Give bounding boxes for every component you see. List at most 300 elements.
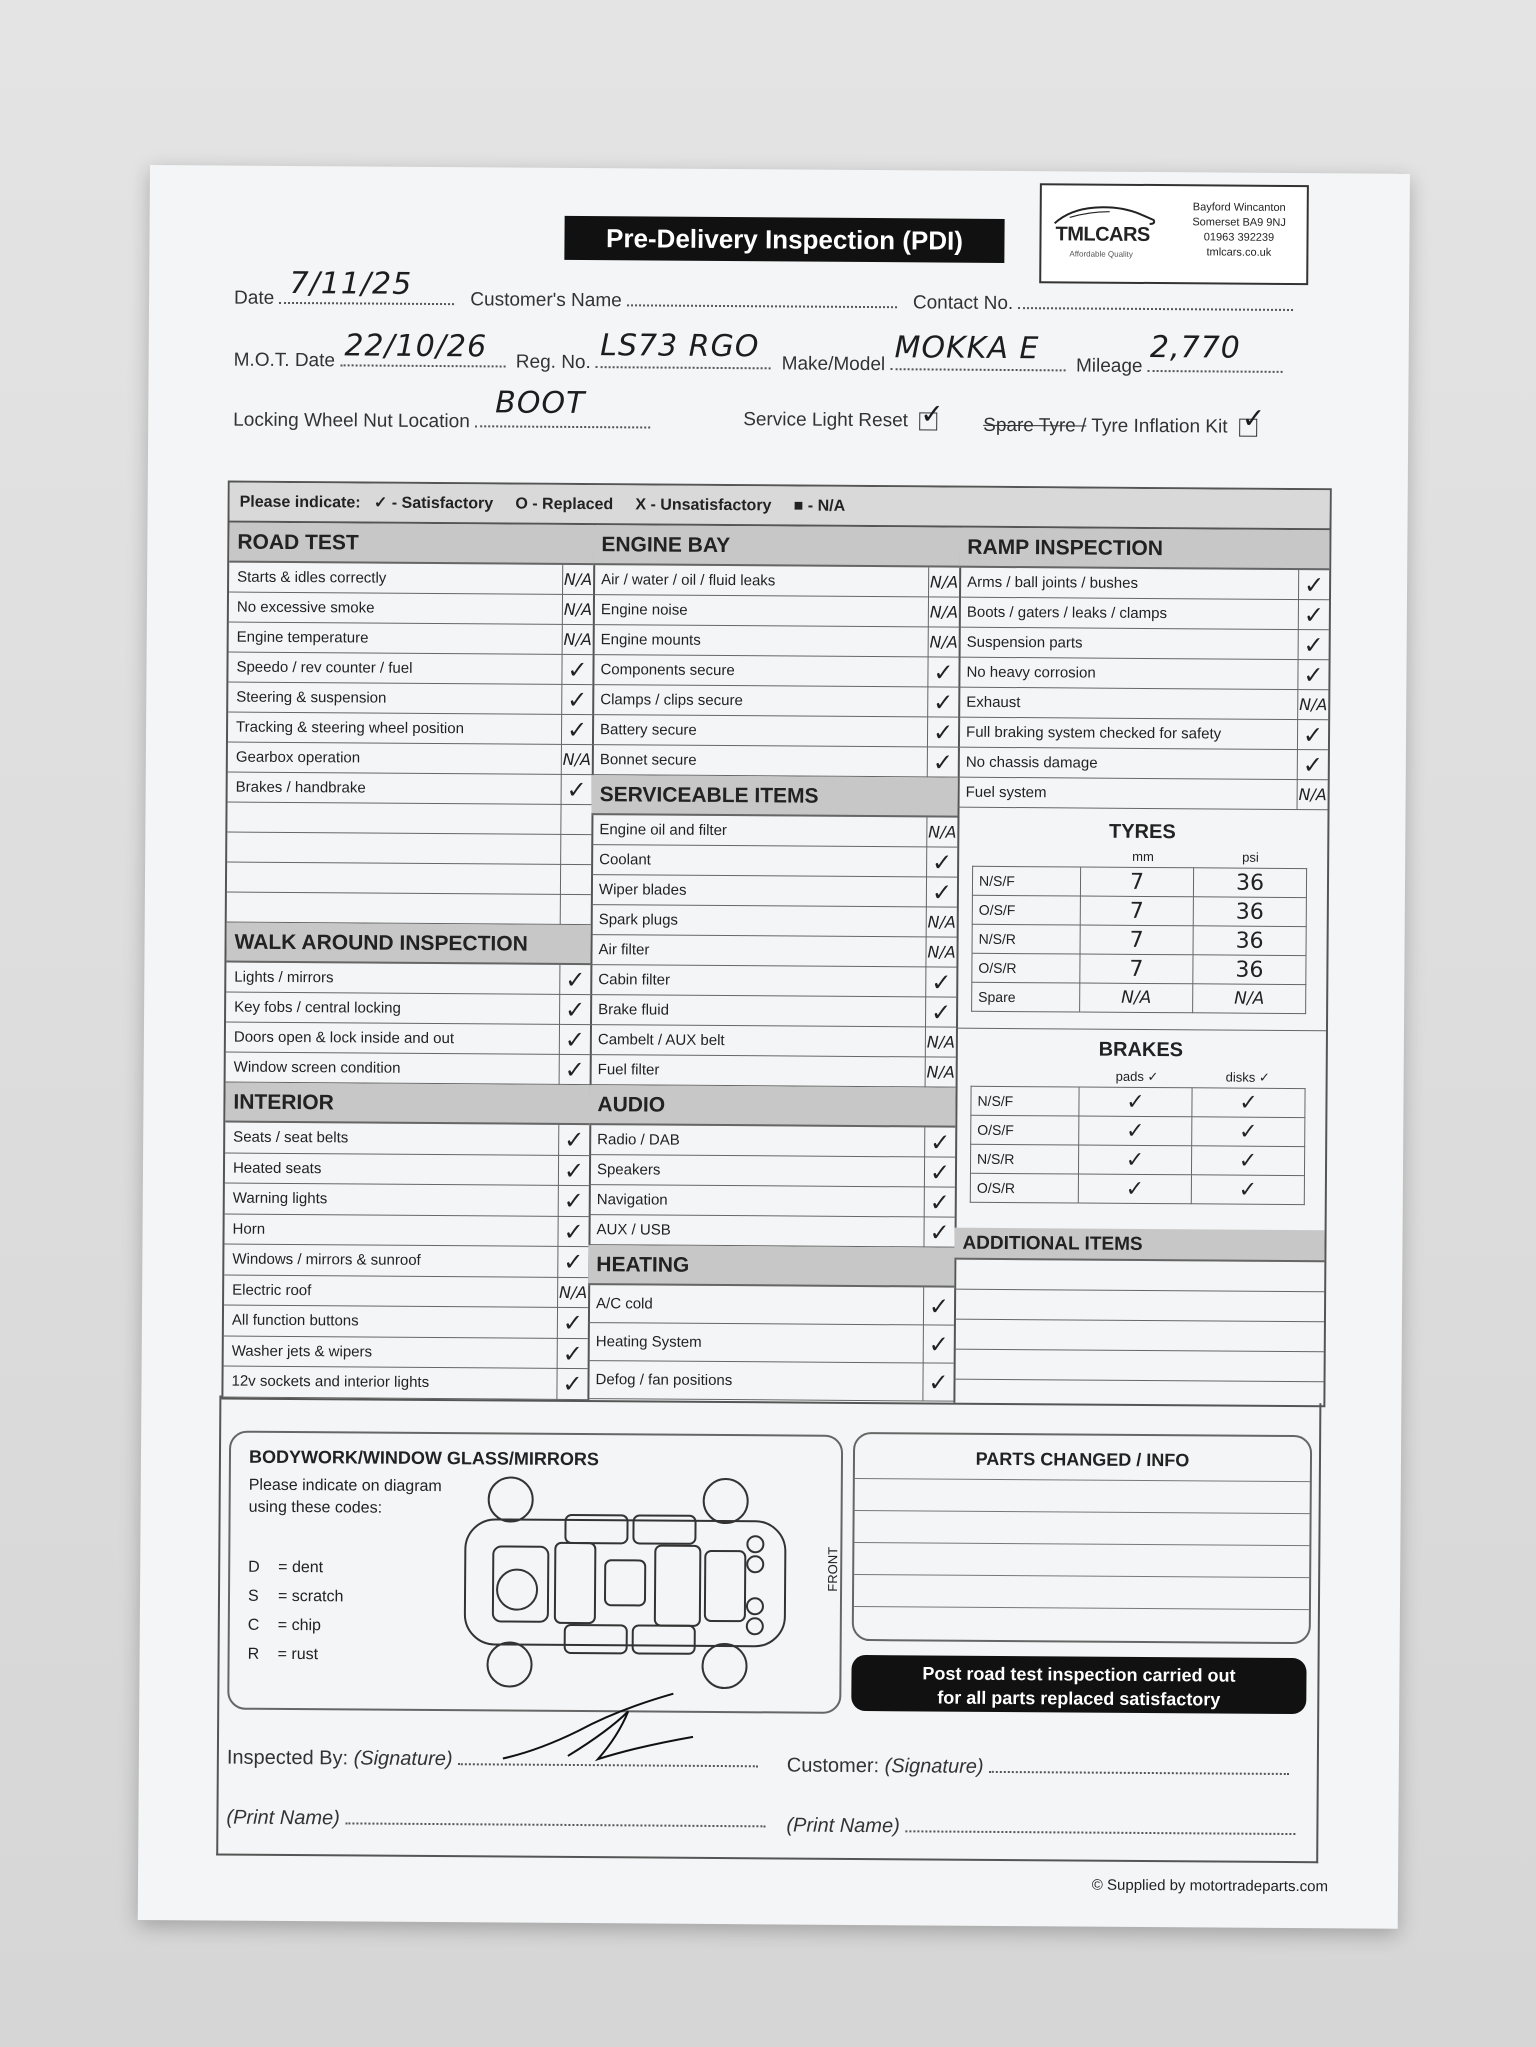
checklist-item-brakes-handbrake[interactable]: [228, 773, 592, 806]
checklist-item-brake-fluid[interactable]: [590, 995, 956, 1028]
item-check-mark[interactable]: ✓: [1298, 570, 1329, 600]
date-label: Date: [233, 287, 275, 309]
item-label: 12v sockets and interior lights: [231, 1372, 430, 1391]
item-label: Suspension parts: [966, 633, 1083, 652]
item-check-mark[interactable]: ✓: [924, 1127, 955, 1157]
item-check-mark[interactable]: ✓: [558, 1186, 589, 1217]
blank-row[interactable]: [227, 863, 591, 896]
item-label: Cambelt / AUX belt: [597, 1031, 725, 1050]
checklist-item-all-function-buttons[interactable]: [224, 1306, 588, 1339]
audio-heading: AUDIO: [589, 1085, 955, 1128]
checklist-item-components-secure[interactable]: [592, 655, 958, 688]
checklist-item-gearbox-operation[interactable]: [228, 743, 592, 776]
locking-row: [233, 385, 650, 435]
item-label: Warning lights: [232, 1189, 328, 1208]
item-check-mark[interactable]: ✓: [1298, 600, 1329, 630]
wheel-position: O/S/F: [972, 895, 1080, 925]
item-check-mark[interactable]: ✓: [926, 877, 957, 907]
item-label: Wiper blades: [598, 881, 687, 899]
customer-signature-field[interactable]: [989, 1753, 1289, 1775]
bodywork-codes: [248, 1553, 344, 1670]
logo-tagline: Affordable Quality: [1069, 249, 1133, 259]
item-check-mark[interactable]: ✓: [559, 995, 590, 1025]
lwn-label: Locking Wheel Nut Location: [233, 409, 470, 433]
parts-line[interactable]: [854, 1574, 1309, 1578]
inspector-signature-field[interactable]: [458, 1745, 758, 1767]
checklist-item-fuel-system[interactable]: [958, 778, 1328, 811]
item-check-mark[interactable]: N/A: [562, 625, 593, 655]
print-name-row-1: [226, 1804, 765, 1834]
service-light-row: [743, 397, 945, 432]
checklist-item-radio-dab[interactable]: [589, 1125, 955, 1158]
tyres-mm-header: mm: [1132, 848, 1154, 865]
contact-label: Contact No.: [912, 292, 1014, 315]
wheel-position: N/S/F: [972, 866, 1080, 896]
item-check-mark[interactable]: ✓: [1297, 750, 1328, 780]
contact-field[interactable]: [1018, 289, 1293, 311]
item-check-mark[interactable]: ✓: [556, 1369, 587, 1400]
customer-sig-label: Customer:: [786, 1754, 880, 1778]
checklist-item-clamps-clips-secure[interactable]: [592, 685, 958, 718]
checklist-item-bonnet-secure[interactable]: [592, 745, 958, 778]
parts-line[interactable]: [854, 1606, 1309, 1610]
code-scratch: S = scratch: [247, 1587, 344, 1606]
item-check-mark[interactable]: ✓: [1297, 660, 1328, 690]
item-check-mark[interactable]: ✓: [927, 747, 958, 777]
brakes-pads-header: pads ✓: [1115, 1068, 1159, 1085]
item-label: Heated seats: [232, 1159, 322, 1177]
item-check-mark[interactable]: ✓: [926, 847, 957, 877]
item-check-mark[interactable]: ✓: [1297, 720, 1328, 750]
checklist-item-horn[interactable]: [224, 1214, 588, 1247]
wheel-position: O/S/R: [972, 953, 1080, 983]
tyres-row-o-s-r: [972, 953, 1306, 984]
code-chip: C = chip: [247, 1616, 322, 1635]
tyres-mm-value[interactable]: 7: [1080, 954, 1193, 984]
checklist-item-speakers[interactable]: [589, 1155, 955, 1188]
tyres-row-n-s-f: [972, 866, 1306, 897]
blank-check[interactable]: [560, 895, 591, 925]
tyre-kit-checkbox[interactable]: [1239, 401, 1267, 437]
inspected-by-label: Inspected By:: [226, 1746, 349, 1770]
wheel-position: O/S/R: [970, 1173, 1078, 1203]
checklist-item-air-water-oil-fluid-leaks[interactable]: [593, 565, 959, 598]
parts-line[interactable]: [855, 1478, 1310, 1482]
column-right: [953, 528, 1329, 1406]
item-check-mark[interactable]: ✓: [923, 1217, 954, 1247]
service-light-label: Service Light Reset: [743, 409, 909, 432]
brakes-disks-value[interactable]: ✓: [1192, 1088, 1305, 1118]
item-check-mark[interactable]: ✓: [559, 1025, 590, 1055]
road-test-heading: ROAD TEST: [229, 523, 593, 566]
item-check-mark[interactable]: ✓: [561, 685, 592, 715]
tyres-psi-value[interactable]: 36: [1193, 955, 1306, 985]
item-check-mark[interactable]: N/A: [928, 567, 959, 597]
checklist-item-exhaust[interactable]: [958, 688, 1328, 721]
brakes-heading: BRAKES: [1098, 1038, 1184, 1062]
item-label: Spark plugs: [598, 911, 679, 929]
blank-check[interactable]: [560, 865, 591, 895]
inspected-signature-hint: (Signature): [353, 1747, 453, 1771]
column-left: [223, 523, 595, 1401]
tyres-psi-value[interactable]: 36: [1193, 926, 1306, 956]
checklist-item-battery-secure[interactable]: [592, 715, 958, 748]
brakes-row-o-s-r: [970, 1173, 1304, 1204]
lwn-field[interactable]: [475, 385, 650, 428]
checklist-item-tracking-steering-wheel-position[interactable]: [228, 713, 592, 746]
item-label: Radio / DAB: [597, 1131, 680, 1149]
blank-row[interactable]: [227, 833, 591, 866]
engine-bay-heading: ENGINE BAY: [593, 525, 959, 568]
item-label: Engine noise: [600, 601, 688, 619]
item-check-mark[interactable]: ✓: [923, 1325, 954, 1363]
checklist-item-defog-fan-positions[interactable]: [587, 1361, 953, 1402]
customer-name-field[interactable]: [627, 286, 897, 308]
checklist-item-electric-roof[interactable]: [224, 1275, 588, 1308]
item-check-mark[interactable]: ✓: [557, 1338, 588, 1369]
additional-row[interactable]: [954, 1260, 1324, 1293]
dealer-logo-box: [1039, 183, 1309, 285]
customer-signature-hint: (Signature): [884, 1755, 984, 1778]
item-label: Starts & idles correctly: [237, 568, 387, 587]
blank-row[interactable]: [227, 803, 591, 836]
blank-check[interactable]: [560, 835, 591, 865]
item-label: Washer jets & wipers: [231, 1342, 373, 1361]
service-light-checkbox[interactable]: [919, 397, 945, 431]
item-label: Components secure: [600, 661, 735, 680]
form-title: Pre-Delivery Inspection (PDI): [564, 216, 1004, 263]
checklist-item-key-fobs-central-locking[interactable]: [226, 993, 590, 1026]
item-label: AUX / USB: [596, 1221, 671, 1239]
item-check-mark[interactable]: ✓: [925, 967, 956, 997]
wheel-position: Spare: [972, 982, 1080, 1012]
checklist-item-steering-suspension[interactable]: [228, 683, 592, 716]
code-dent: D = dent: [248, 1558, 324, 1577]
item-check-mark[interactable]: ✓: [924, 1157, 955, 1187]
item-label: Clamps / clips secure: [600, 691, 743, 710]
address-line: Somerset BA9 9NJ: [1192, 216, 1286, 229]
mileage-field[interactable]: [1148, 329, 1283, 373]
tyres-row-o-s-f: [972, 895, 1306, 926]
additional-row[interactable]: [954, 1350, 1324, 1383]
print-name-field-1[interactable]: [345, 1804, 765, 1827]
checklist-item-wiper-blades[interactable]: [591, 875, 957, 908]
reg-value: LS73 RGO: [600, 328, 760, 365]
tyres-row-n-s-r: [972, 924, 1306, 955]
item-label: Key fobs / central locking: [234, 998, 401, 1017]
item-check-mark[interactable]: ✓: [561, 655, 592, 685]
item-check-mark[interactable]: ✓: [927, 687, 958, 717]
wheel-position: N/S/F: [971, 1086, 1079, 1116]
checklist-item-engine-temperature[interactable]: [229, 623, 593, 656]
parts-title: PARTS CHANGED / INFO: [975, 1448, 1190, 1471]
item-check-mark[interactable]: ✓: [559, 1055, 590, 1085]
print-name-row-2: [786, 1811, 1295, 1841]
item-check-mark[interactable]: ✓: [561, 715, 592, 745]
checklist-item-engine-oil-and-filter[interactable]: [591, 815, 957, 848]
additional-row[interactable]: [954, 1290, 1324, 1323]
vehicle-row: [233, 328, 1283, 379]
tyres-row-spare: [972, 982, 1306, 1013]
checklist-item-cabin-filter[interactable]: [590, 965, 956, 998]
date-field[interactable]: [279, 265, 454, 305]
tyres-psi-value[interactable]: 36: [1193, 868, 1306, 898]
tyre-kit-mark: ✓: [1241, 401, 1267, 435]
blank-row[interactable]: [227, 893, 591, 926]
brakes-disks-header: disks ✓: [1225, 1069, 1270, 1085]
checklist-item-boots-gaters-leaks-clamps[interactable]: [959, 598, 1329, 631]
item-check-mark[interactable]: N/A: [557, 1277, 588, 1308]
tyres-table: [971, 866, 1307, 1014]
print-name-label-2: (Print Name): [786, 1814, 900, 1838]
brakes-table: [970, 1086, 1306, 1205]
item-label: Exhaust: [966, 693, 1021, 712]
blank-check[interactable]: [560, 805, 591, 835]
item-check-mark[interactable]: N/A: [928, 627, 959, 657]
item-label: A/C cold: [596, 1295, 653, 1313]
post-road-line-1: Post road test inspection carried out: [922, 1663, 1236, 1686]
checklist-item-suspension-parts[interactable]: [959, 628, 1329, 661]
item-check-mark[interactable]: ✓: [925, 997, 956, 1027]
tyres-mm-value[interactable]: 7: [1080, 925, 1193, 955]
brakes-row-n-s-r: [970, 1144, 1304, 1175]
checklist-item-fuel-filter[interactable]: [590, 1055, 956, 1088]
parts-line[interactable]: [855, 1510, 1310, 1514]
item-label: Coolant: [599, 851, 651, 869]
item-label: Brakes / handbrake: [235, 778, 366, 797]
tyres-psi-value[interactable]: 36: [1193, 897, 1306, 927]
service-light-mark: ✓: [920, 397, 945, 431]
item-label: Navigation: [596, 1191, 668, 1209]
item-label: Engine mounts: [600, 631, 701, 649]
item-check-mark[interactable]: ✓: [558, 1125, 589, 1156]
address-line: tmlcars.co.uk: [1206, 246, 1272, 259]
checklist-item-coolant[interactable]: [591, 845, 957, 878]
tyres-mm-value[interactable]: 7: [1080, 896, 1193, 926]
checklist-item-windows-mirrors-sunroof[interactable]: [224, 1245, 588, 1278]
brakes-pads-value[interactable]: ✓: [1078, 1174, 1191, 1204]
tyres-mm-value[interactable]: 7: [1080, 867, 1193, 897]
checklist-item-navigation[interactable]: [589, 1185, 955, 1218]
make-value: MOKKA E: [894, 330, 1040, 367]
column-middle: [587, 525, 961, 1403]
item-check-mark[interactable]: ✓: [561, 775, 592, 805]
brakes-pads-value[interactable]: ✓: [1079, 1116, 1192, 1146]
item-check-mark[interactable]: N/A: [926, 817, 957, 847]
item-label: Fuel filter: [597, 1061, 660, 1079]
checklist-item-cambelt-aux-belt[interactable]: [590, 1025, 956, 1058]
item-check-mark[interactable]: ✓: [1298, 630, 1329, 660]
parts-changed-panel: [852, 1432, 1312, 1644]
legend-unsatisfactory: X - Unsatisfactory: [635, 496, 772, 515]
item-check-mark[interactable]: ✓: [557, 1308, 588, 1339]
checklist-item-heated-seats[interactable]: [225, 1153, 589, 1186]
checklist-item-no-heavy-corrosion[interactable]: [958, 658, 1328, 691]
brakes-row-n-s-f: [971, 1086, 1305, 1117]
checklist-item-engine-noise[interactable]: [593, 595, 959, 628]
item-label: Speedo / rev counter / fuel: [236, 658, 413, 677]
signature-scribble-icon: [498, 1690, 699, 1766]
brakes-divider: [956, 1028, 1326, 1032]
brakes-disks-value[interactable]: ✓: [1191, 1146, 1304, 1176]
item-check-mark[interactable]: ✓: [922, 1363, 953, 1401]
mot-field[interactable]: [340, 328, 505, 367]
item-label: Steering & suspension: [236, 688, 387, 707]
address-line: Bayford Wincanton: [1192, 201, 1286, 214]
spare-tyre-struck: Spare Tyre /: [983, 414, 1087, 437]
checklist-item-washer-jets-wipers[interactable]: [224, 1336, 588, 1369]
parts-line[interactable]: [854, 1542, 1309, 1546]
mileage-value: 2,770: [1149, 329, 1241, 366]
print-name-field-2[interactable]: [905, 1812, 1295, 1835]
bodywork-panel: [227, 1431, 843, 1714]
mot-label: M.O.T. Date: [233, 349, 336, 372]
item-label: Electric roof: [232, 1281, 312, 1299]
checklist-item-starts-idles-correctly[interactable]: [229, 563, 593, 596]
brakes-disks-value[interactable]: ✓: [1192, 1117, 1305, 1147]
lwn-value: BOOT: [495, 385, 586, 422]
brakes-pads-value[interactable]: ✓: [1078, 1145, 1191, 1175]
item-label: Air filter: [598, 941, 650, 959]
tyre-kit-row: [983, 401, 1267, 439]
item-label: All function buttons: [231, 1311, 359, 1330]
item-check-mark[interactable]: N/A: [925, 1027, 956, 1057]
checklist-item-engine-mounts[interactable]: [593, 625, 959, 658]
checklist-item-air-filter[interactable]: [590, 935, 956, 968]
post-road-line-2: for all parts replaced satisfactory: [937, 1687, 1221, 1710]
additional-row[interactable]: [953, 1380, 1323, 1413]
legend-replaced: O - Replaced: [515, 495, 614, 514]
tyres-heading: TYRES: [1108, 820, 1176, 844]
checklist-item-doors-open-lock-inside-and-out[interactable]: [226, 1023, 590, 1056]
serviceable-heading: SERVICEABLE ITEMS: [591, 775, 957, 818]
wheel-position: N/S/R: [970, 1144, 1078, 1174]
additional-heading: ADDITIONAL ITEMS: [954, 1228, 1324, 1263]
item-label: Window screen condition: [233, 1058, 401, 1077]
item-label: No chassis damage: [965, 753, 1098, 772]
reg-field[interactable]: [596, 328, 771, 369]
checklist-item-aux-usb[interactable]: [588, 1215, 954, 1248]
item-label: Doors open & lock inside and out: [233, 1028, 455, 1048]
logo-name: TMLCARS: [1055, 223, 1150, 246]
item-check-mark[interactable]: ✓: [558, 1155, 589, 1186]
tyres-mm-value[interactable]: N/A: [1080, 983, 1193, 1013]
item-check-mark[interactable]: N/A: [926, 907, 957, 937]
customer-signature-row: [787, 1751, 1289, 1781]
wheel-position: O/S/F: [971, 1115, 1079, 1145]
checklist-item-full-braking-system-checked-for-safety[interactable]: [958, 718, 1328, 751]
bodywork-title: BODYWORK/WINDOW GLASS/MIRRORS: [248, 1446, 600, 1470]
checklist-item-seats-seat-belts[interactable]: [225, 1123, 589, 1156]
pdi-form: [138, 165, 1410, 1929]
item-label: No excessive smoke: [236, 598, 375, 617]
item-label: Horn: [232, 1220, 266, 1238]
checklist-item-lights-mirrors[interactable]: [226, 963, 590, 996]
checklist-item-no-chassis-damage[interactable]: [958, 748, 1328, 781]
item-check-mark[interactable]: ✓: [924, 1187, 955, 1217]
checklist-item-spark-plugs[interactable]: [591, 905, 957, 938]
item-check-mark[interactable]: ✓: [557, 1216, 588, 1247]
date-value: 7/11/25: [289, 265, 413, 302]
walk-around-heading: WALK AROUND INSPECTION: [226, 923, 590, 966]
item-label: Heating System: [595, 1333, 702, 1351]
item-label: Defog / fan positions: [595, 1371, 733, 1390]
item-check-mark[interactable]: ✓: [559, 965, 590, 995]
item-label: Brake fluid: [598, 1001, 670, 1019]
checklist-item-no-excessive-smoke[interactable]: [229, 593, 593, 626]
item-check-mark[interactable]: ✓: [923, 1287, 954, 1325]
legend-na: ■ - N/A: [793, 497, 846, 515]
checklist-item-speedo-rev-counter-fuel[interactable]: [228, 653, 592, 686]
dealer-address: [1176, 200, 1301, 261]
item-check-mark[interactable]: N/A: [562, 595, 593, 625]
make-field[interactable]: [890, 330, 1065, 371]
item-label: Air / water / oil / fluid leaks: [601, 571, 776, 590]
item-check-mark[interactable]: ✓: [927, 657, 958, 687]
wheel-position: N/S/R: [972, 924, 1080, 954]
inspected-by-row: [227, 1744, 758, 1774]
date-row: [233, 265, 1294, 317]
item-label: Full braking system checked for safety: [966, 723, 1222, 743]
checklist-item-warning-lights[interactable]: [225, 1184, 589, 1217]
item-check-mark[interactable]: N/A: [925, 937, 956, 967]
heating-heading: HEATING: [588, 1245, 954, 1288]
inspection-checklist: [221, 481, 1331, 1408]
checklist-item-window-screen-condition[interactable]: [226, 1053, 590, 1086]
brakes-row-o-s-f: [971, 1115, 1305, 1146]
customer-label: Customer's Name: [470, 289, 622, 312]
item-check-mark[interactable]: ✓: [557, 1247, 588, 1278]
item-check-mark[interactable]: N/A: [1297, 780, 1328, 810]
interior-heading: INTERIOR: [225, 1083, 589, 1126]
front-label: FRONT: [824, 1546, 841, 1592]
tyres-psi-value[interactable]: N/A: [1193, 984, 1306, 1014]
car-diagram-icon[interactable]: [454, 1474, 795, 1691]
tyres-psi-header: psi: [1242, 849, 1259, 865]
bodywork-instruction: Please indicate on diagram using these codes:: [248, 1476, 442, 1517]
supplied-by: © Supplied by motortradeparts.com: [1091, 1876, 1329, 1896]
item-check-mark[interactable]: ✓: [927, 717, 958, 747]
ramp-heading: RAMP INSPECTION: [959, 528, 1329, 571]
item-label: Cabin filter: [598, 971, 671, 989]
item-label: Engine temperature: [236, 628, 369, 647]
tyre-kit-label: Tyre Inflation Kit: [1091, 415, 1228, 438]
reg-label: Reg. No.: [515, 351, 591, 374]
item-check-mark[interactable]: N/A: [1297, 690, 1328, 720]
item-label: Windows / mirrors & sunroof: [232, 1250, 421, 1269]
mot-value: 22/10/26: [344, 328, 488, 365]
item-check-mark[interactable]: N/A: [925, 1057, 956, 1087]
checklist-item-arms-ball-joints-bushes[interactable]: [959, 568, 1329, 601]
item-label: Battery secure: [600, 721, 697, 739]
item-check-mark[interactable]: N/A: [561, 745, 592, 775]
checklist-item-heating-system[interactable]: [588, 1323, 954, 1364]
mileage-label: Mileage: [1075, 355, 1143, 377]
additional-row[interactable]: [954, 1320, 1324, 1353]
item-label: Bonnet secure: [599, 751, 697, 769]
item-label: Tracking & steering wheel position: [236, 718, 465, 738]
item-label: Fuel system: [965, 783, 1047, 802]
address-line: 01963 392239: [1203, 231, 1275, 244]
brakes-pads-value[interactable]: ✓: [1079, 1087, 1192, 1117]
item-label: Speakers: [596, 1161, 661, 1179]
item-check-mark[interactable]: N/A: [928, 597, 959, 627]
checklist-item-12v-sockets-and-interior-lights[interactable]: [223, 1367, 587, 1400]
item-check-mark[interactable]: N/A: [562, 565, 593, 595]
item-label: No heavy corrosion: [966, 663, 1096, 682]
brakes-disks-value[interactable]: ✓: [1191, 1175, 1304, 1205]
checklist-item-a-c-cold[interactable]: [588, 1285, 954, 1326]
